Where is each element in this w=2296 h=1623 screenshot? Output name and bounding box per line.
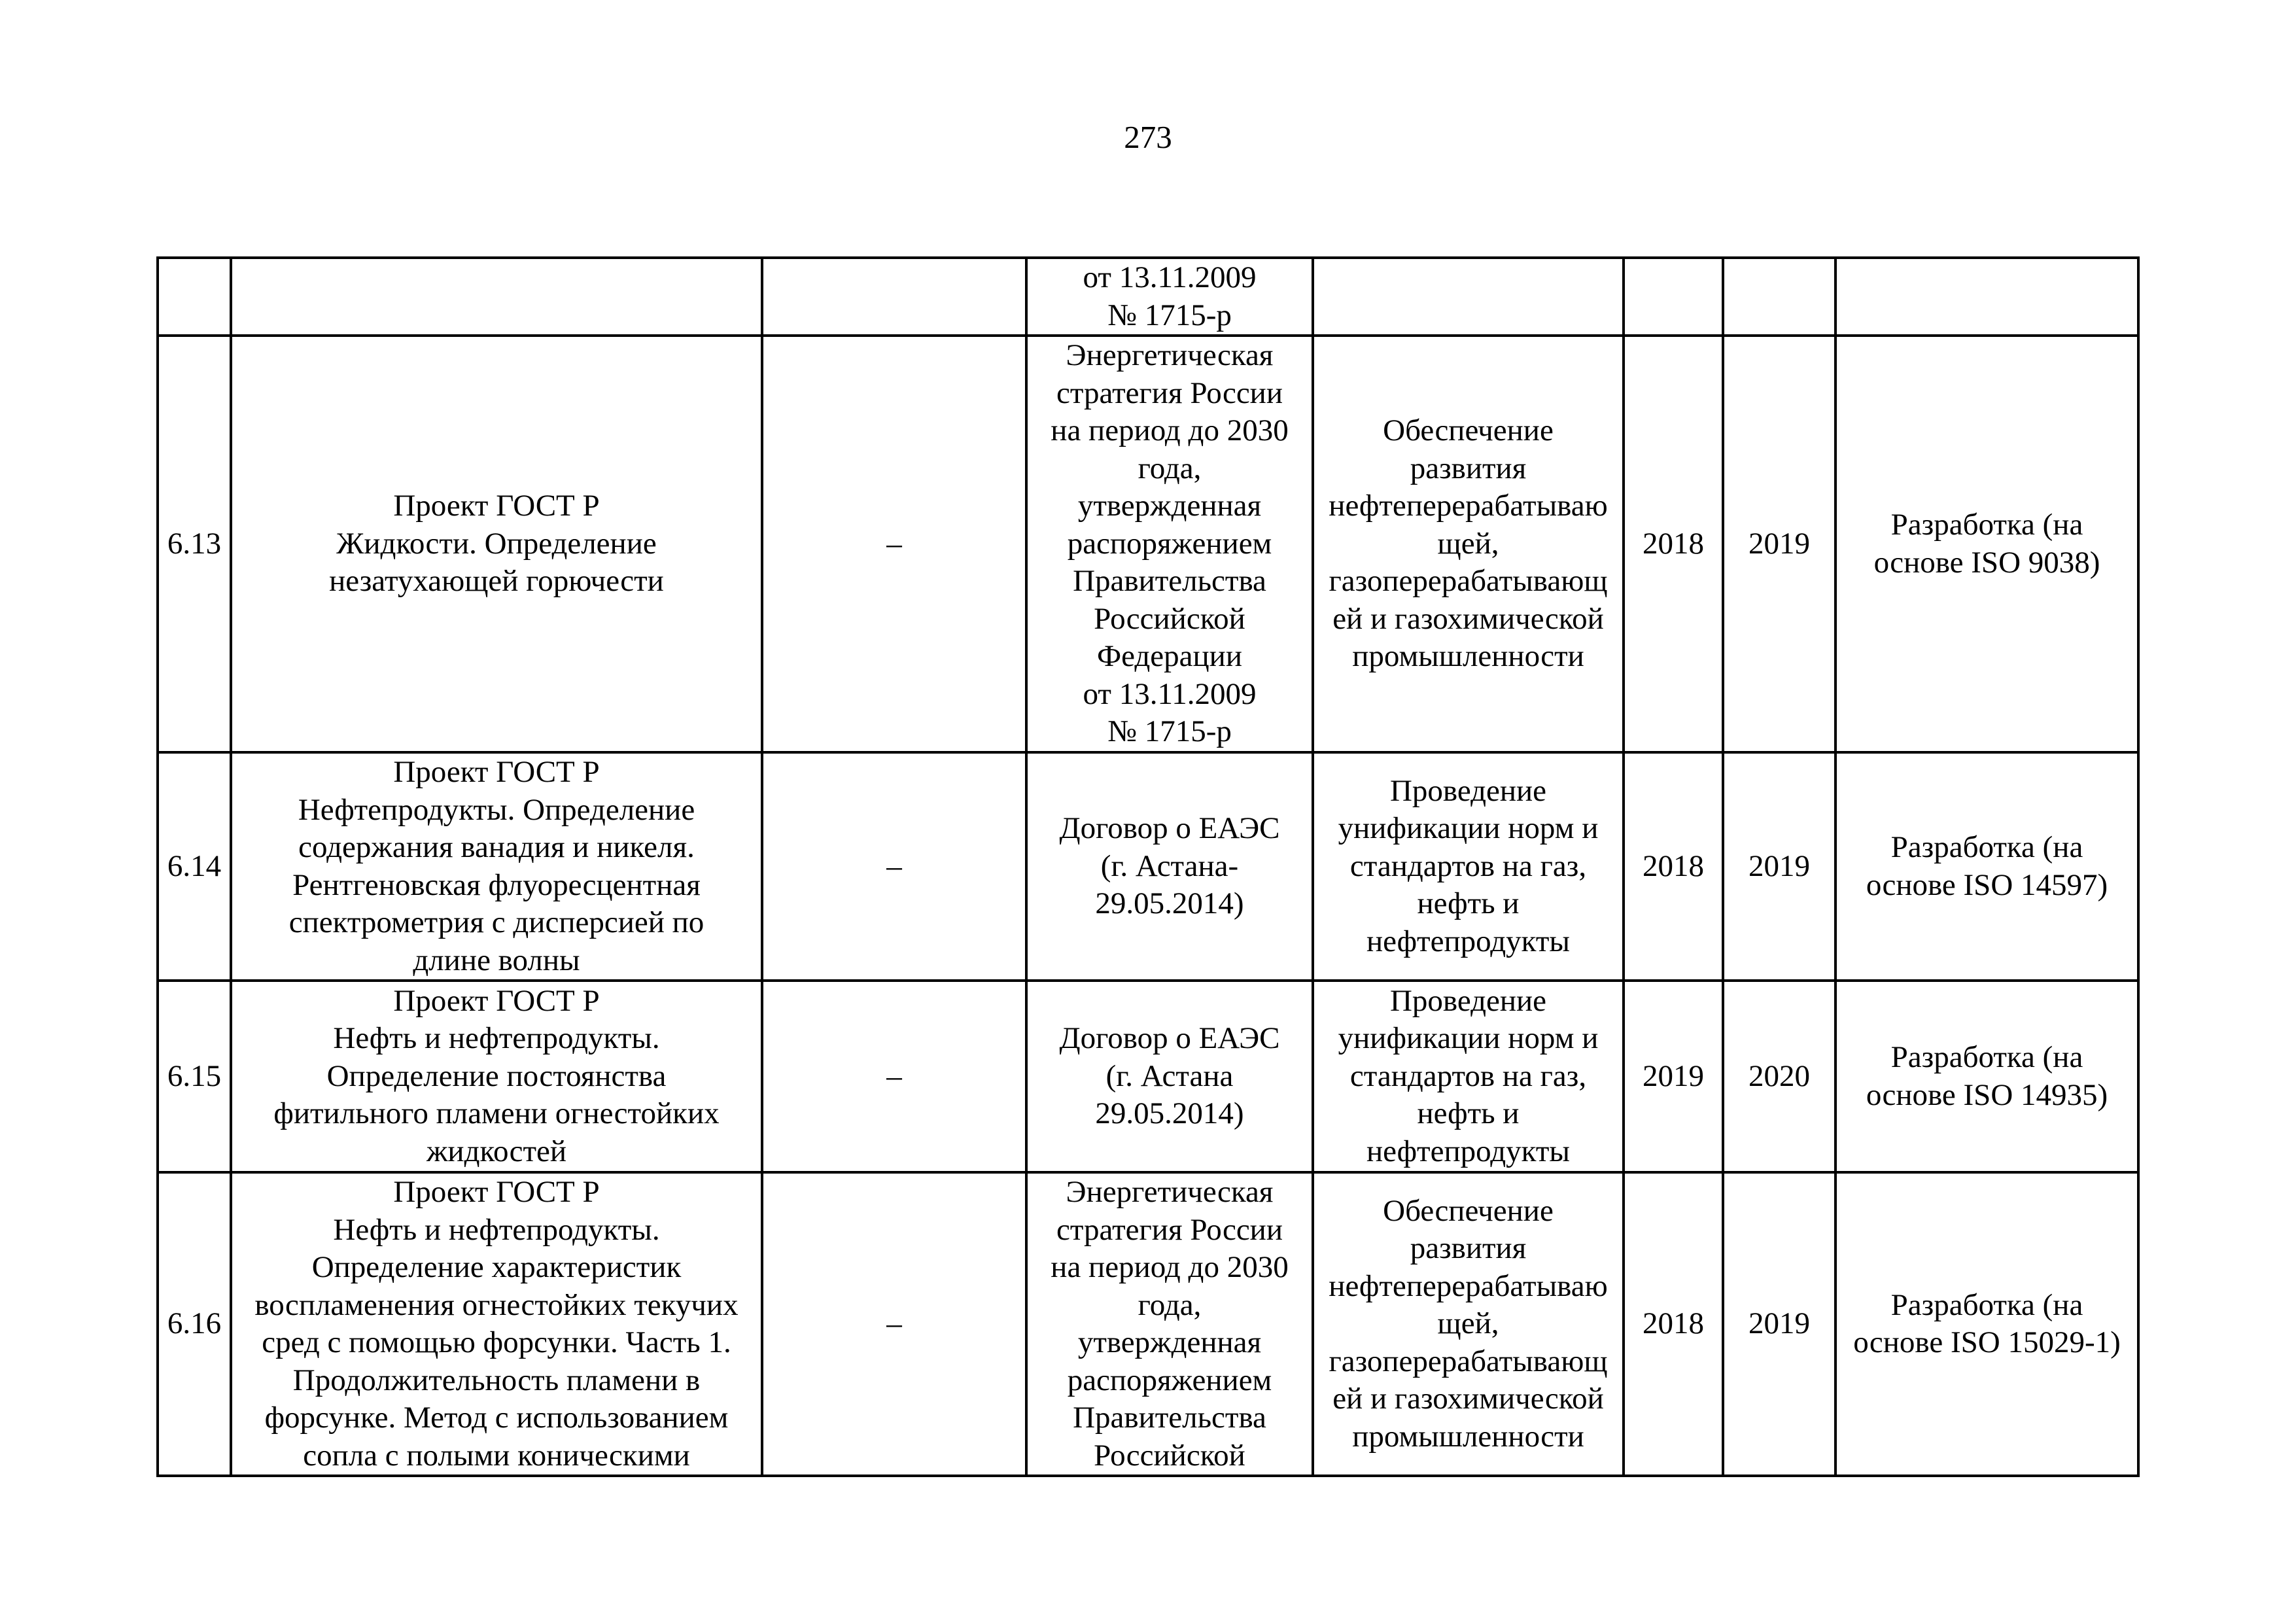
- start-year-cell: [1624, 258, 1723, 336]
- purpose-cell: Проведение унификации норм и стандартов на газ, нефть и нефтепродукты: [1313, 981, 1624, 1172]
- end-year-cell: 2019: [1723, 1172, 1835, 1476]
- dash-cell: –: [762, 752, 1026, 981]
- dash-cell: [762, 258, 1026, 336]
- note-cell: [1835, 258, 2138, 336]
- table-row: [158, 336, 2138, 752]
- document-title-cell: Проект ГОСТ Р Нефть и нефтепродукты. Определение постоянства фитильного пламени огнестойких жидкостей: [231, 981, 762, 1172]
- item-number-cell: 6.14: [158, 752, 231, 981]
- dash-cell: –: [762, 336, 1026, 752]
- start-year-cell: 2018: [1624, 336, 1723, 752]
- dash-cell: –: [762, 1172, 1026, 1476]
- table-row: [158, 258, 2138, 336]
- document-title-cell: Проект ГОСТ Р Нефть и нефтепродукты. Определение характеристик воспламенения огнестойких текучих сред с помощью форсунки. Часть 1. Продолжительность пламени в форсунке. Метод с использованием сопла с полыми коническими: [231, 1172, 762, 1476]
- dash-cell: –: [762, 981, 1026, 1172]
- basis-cell: Договор о ЕАЭС (г. Астана- 29.05.2014): [1026, 752, 1313, 981]
- basis-cell: Энергетическая стратегия России на период до 2030 года, утвержденная распоряжением Правительства Российской Федерации от 13.11.2009 № 1715-р: [1026, 336, 1313, 752]
- note-cell: Разработка (на основе ISO 9038): [1835, 336, 2138, 752]
- document-title-cell: Проект ГОСТ Р Жидкости. Определение незатухающей горючести: [231, 336, 762, 752]
- purpose-cell: [1313, 258, 1624, 336]
- end-year-cell: 2019: [1723, 336, 1835, 752]
- purpose-cell: Проведение унификации норм и стандартов на газ, нефть и нефтепродукты: [1313, 752, 1624, 981]
- item-number-cell: 6.13: [158, 336, 231, 752]
- basis-cell: Договор о ЕАЭС (г. Астана 29.05.2014): [1026, 981, 1313, 1172]
- standards-plan-table: [156, 256, 2140, 1477]
- end-year-cell: 2020: [1723, 981, 1835, 1172]
- table-row: [158, 1172, 2138, 1476]
- table-row: [158, 981, 2138, 1172]
- note-cell: Разработка (на основе ISO 15029-1): [1835, 1172, 2138, 1476]
- document-title-cell: [231, 258, 762, 336]
- basis-cell: Энергетическая стратегия России на период до 2030 года, утвержденная распоряжением Правительства Российской: [1026, 1172, 1313, 1476]
- basis-cell: от 13.11.2009 № 1715-р: [1026, 258, 1313, 336]
- item-number-cell: [158, 258, 231, 336]
- purpose-cell: Обеспечение развития нефтеперерабатываю щей, газоперерабатывающ ей и газохимической промышленности: [1313, 336, 1624, 752]
- table-row: [158, 752, 2138, 981]
- start-year-cell: 2018: [1624, 752, 1723, 981]
- end-year-cell: [1723, 258, 1835, 336]
- start-year-cell: 2018: [1624, 1172, 1723, 1476]
- note-cell: Разработка (на основе ISO 14597): [1835, 752, 2138, 981]
- document-title-cell: Проект ГОСТ Р Нефтепродукты. Определение содержания ванадия и никеля. Рентгеновская флуоресцентная спектрометрия с дисперсией по длине волны: [231, 752, 762, 981]
- note-cell: Разработка (на основе ISO 14935): [1835, 981, 2138, 1172]
- item-number-cell: 6.15: [158, 981, 231, 1172]
- start-year-cell: 2019: [1624, 981, 1723, 1172]
- page-number: 273: [1124, 119, 1172, 155]
- end-year-cell: 2019: [1723, 752, 1835, 981]
- item-number-cell: 6.16: [158, 1172, 231, 1476]
- purpose-cell: Обеспечение развития нефтеперерабатываю щей, газоперерабатывающ ей и газохимической промышленности: [1313, 1172, 1624, 1476]
